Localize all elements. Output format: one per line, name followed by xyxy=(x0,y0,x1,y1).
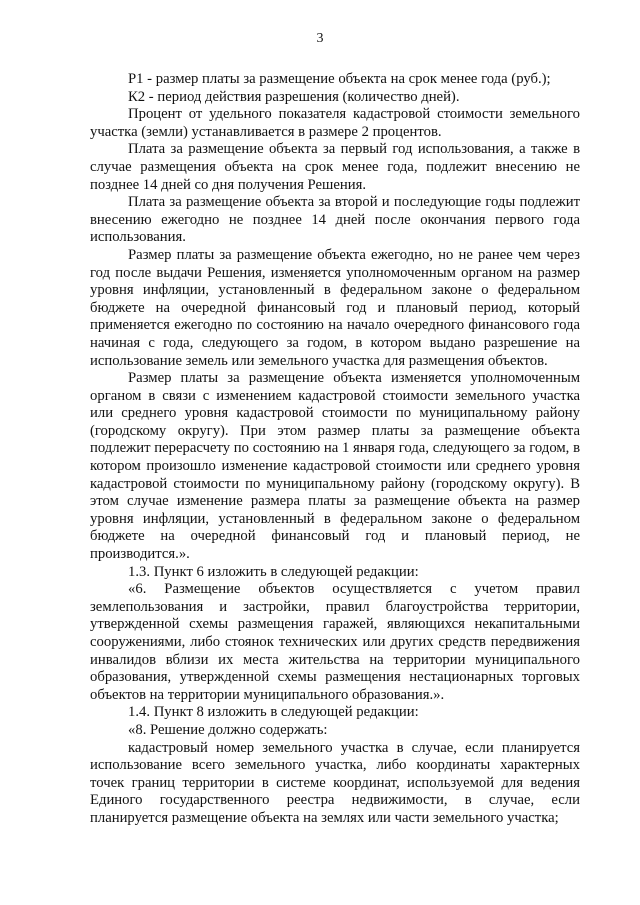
paragraph-clause-6: «6. Размещение объектов осуществляется с учетом правил землепользования и застройки, правил благоустройства территории, утвержденной схемы размещения гаражей, являющихся некапитальными сооружениями, либо стоянок технических или других средств передвижения инвалидов вблизи их места жительства на территории муниципального образования, утвержденной схемы размещения нестационарных торговых объектов на территории муниципального образования.». xyxy=(90,581,580,703)
paragraph-inflation-adjustment: Размер платы за размещение объекта ежегодно, но не ранее чем через год после выдачи Решения, изменяется уполномоченным органом на размер уровня инфляции, установленный в федеральном законе о федеральном бюджете на очередной финансовый год и плановый период, который применяется ежегодно по состоянию на начало очередного финансового года начиная с года, следующего за годом, в котором выдано разрешение на использование земель или земельного участка для размещения объектов. xyxy=(90,246,580,369)
paragraph-first-year-payment: Плата за размещение объекта за первый год использования, а также в случае размещения объекта на срок менее года, подлежит внесению не позднее 14 дней со дня получения Решения. xyxy=(90,141,580,193)
paragraph-item-1-4: 1.4. Пункт 8 изложить в следующей редакции: xyxy=(128,704,419,721)
paragraph-clause-8: «8. Решение должно содержать: xyxy=(128,721,328,738)
paragraph-percent-rate: Процент от удельного показателя кадастровой стоимости земельного участка (земли) устанавливается в размере 2 процентов. xyxy=(90,106,580,140)
paragraph-item-1-3: 1.3. Пункт 6 изложить в следующей редакции: xyxy=(128,563,419,580)
paragraph-k2-definition: К2 - период действия разрешения (количество дней). xyxy=(128,88,460,105)
document-body xyxy=(90,71,580,828)
paragraph-cadastral-number: кадастровый номер земельного участка в случае, если планируется использование всего земельного участка, либо координаты характерных точек границ территории в системе координат, используемой для ведения Единого государственного реестра недвижимости, в случае, если планируется размещение объекта на землях или части земельного участка; xyxy=(90,739,580,826)
paragraph-p1-definition: Р1 - размер платы за размещение объекта на срок менее года (руб.); xyxy=(128,71,551,87)
page-number: 3 xyxy=(316,31,324,46)
paragraph-subsequent-years-payment: Плата за размещение объекта за второй и последующие годы подлежит внесению ежегодно не позднее 14 дней после окончания первого года использования. xyxy=(90,194,580,246)
paragraph-cadastral-change: Размер платы за размещение объекта изменяется уполномоченным органом в связи с изменением кадастровой стоимости земельного участка или среднего уровня кадастровой стоимости по муниципальному району (городскому округу). При этом размер платы за размещение объекта подлежит перерасчету по состоянию на 1 января года, следующего за годом, в котором произошло изменение кадастровой стоимости или среднего уровня кадастровой стоимости по муниципальному району (городскому округу). В этом случае изменение размера платы за размещение объекта на размер уровня инфляции, установленный в федеральном законе о федеральном бюджете на очередной финансовый год и плановый период, не производится.». xyxy=(90,370,580,563)
